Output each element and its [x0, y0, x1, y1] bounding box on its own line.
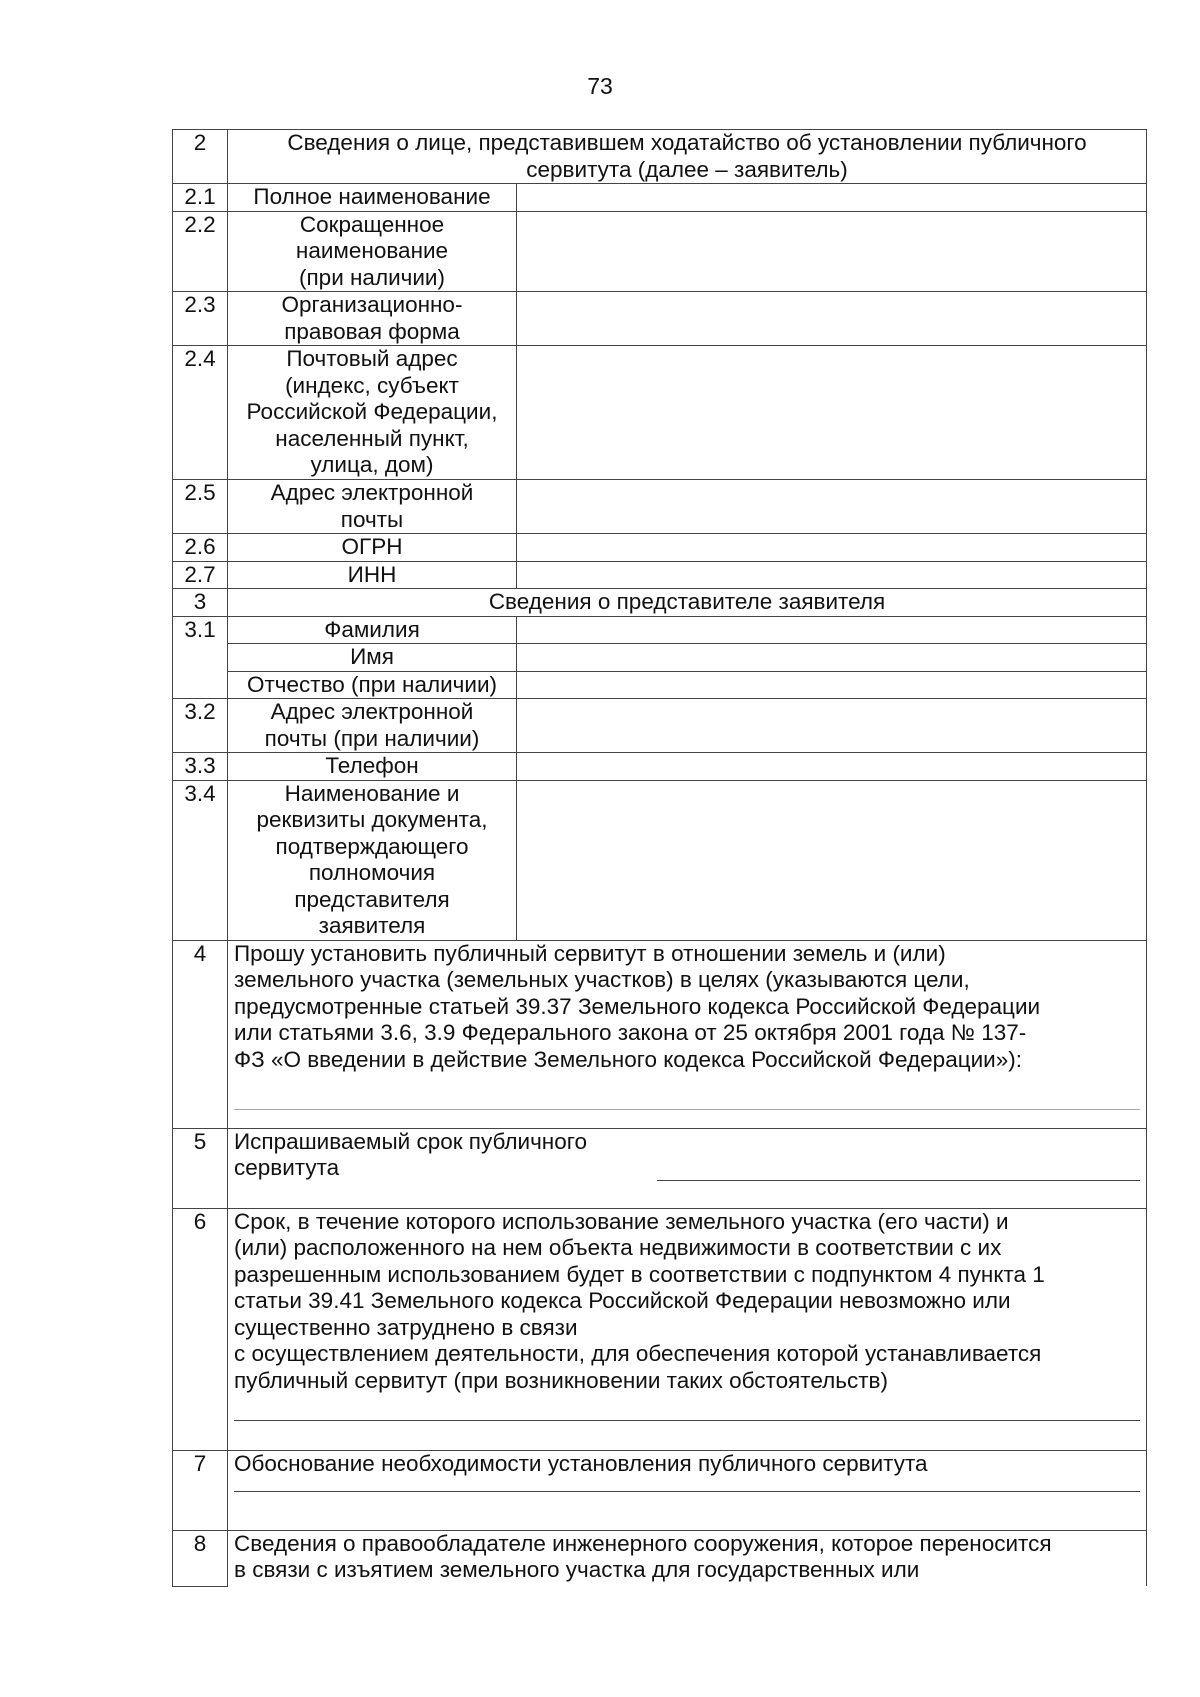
servitude-purpose-text: Прошу установить публичный сервитут в отношении земель и (или) земельного участка (земельных участков) в целях (указываются цели, предусмотренные статьей 39.37 Земельного кодекса Российской Федерации или статьями 3.6, 3.9 Федерального закона от 25 октября 2001 года № 137- ФЗ «О введении в действие Земельного кодекса Российской Федерации»): [234, 940, 1041, 1072]
section-title-representative: Сведения о представителе заявителя [228, 589, 1147, 617]
row-number: 2.6 [173, 534, 228, 562]
row-number: 2.1 [173, 184, 228, 212]
row-number: 2.7 [173, 561, 228, 589]
field-label-authority-document: Наименование и реквизиты документа, подтверждающего полномочия представителя заявителя [228, 780, 517, 940]
table-row [173, 1530, 1147, 1586]
table-row [173, 480, 1147, 534]
table-row [173, 561, 1147, 589]
table-row [173, 753, 1147, 781]
field-label-phone: Телефон [228, 753, 517, 781]
justification-fill-line[interactable] [234, 1477, 1140, 1492]
table-row [173, 1208, 1147, 1450]
field-label-full-name: Полное наименование [228, 184, 517, 212]
table-row [173, 534, 1147, 562]
usage-restriction-fill-line[interactable] [234, 1396, 1140, 1421]
row-number: 3.2 [173, 699, 228, 753]
page-number: 73 [587, 73, 613, 99]
table-row [173, 699, 1147, 753]
requested-term-fill-line[interactable] [657, 1154, 1140, 1181]
row-number: 8 [173, 1530, 228, 1586]
requested-term-text: Испрашиваемый срок публичного сервитута [234, 1128, 587, 1180]
field-value-patronymic[interactable] [517, 671, 1147, 699]
row-number: 5 [173, 1128, 228, 1208]
usage-restriction-cell [228, 1208, 1147, 1450]
table-row [173, 346, 1147, 480]
field-value-short-name[interactable] [517, 211, 1147, 292]
field-label-name: Имя [228, 644, 517, 672]
field-label-short-name: Сокращенное наименование (при наличии) [228, 211, 517, 292]
table-row [173, 292, 1147, 346]
owner-info-text: Сведения о правообладателе инженерного сооружения, которое переносится в связи с изъятием земельного участка для государственных или [228, 1530, 1147, 1586]
row-number: 3.1 [173, 616, 228, 699]
row-number: 4 [173, 940, 228, 1128]
field-value-email[interactable] [517, 480, 1147, 534]
table-row [173, 211, 1147, 292]
table-row [173, 589, 1147, 617]
table-row [173, 130, 1147, 184]
field-value-phone[interactable] [517, 753, 1147, 781]
usage-restriction-text: Срок, в течение которого использование земельного участка (его части) и (или) расположенного на нем объекта недвижимости в соответствии с их разрешенным использованием будет в соответствии с подпунктом 4 пункта 1 статьи 39.41 Земельного кодекса Российской Федерации невозможно или существенно затруднено в связи с осуществлением деятельности, для обеспечения которой устанавливается публичный сервитут (при возникновении таких обстоятельств) [234, 1208, 1045, 1393]
row-number: 3.3 [173, 753, 228, 781]
row-number: 2.2 [173, 211, 228, 292]
table-row [173, 780, 1147, 940]
row-number: 7 [173, 1450, 228, 1530]
field-label-email: Адрес электронной почты [228, 480, 517, 534]
row-number: 3 [173, 589, 228, 617]
field-value-ogrn[interactable] [517, 534, 1147, 562]
field-value-surname[interactable] [517, 616, 1147, 644]
servitude-purpose-cell [228, 940, 1147, 1128]
field-value-authority-document[interactable] [517, 780, 1147, 940]
justification-text: Обоснование необходимости установления публичного сервитута [234, 1450, 928, 1476]
field-value-postal-address[interactable] [517, 346, 1147, 480]
row-number: 2.3 [173, 292, 228, 346]
row-number: 2.5 [173, 480, 228, 534]
field-value-inn[interactable] [517, 561, 1147, 589]
field-value-name[interactable] [517, 644, 1147, 672]
row-number: 2 [173, 130, 228, 184]
field-value-rep-email[interactable] [517, 699, 1147, 753]
table-row [173, 616, 1147, 644]
section-title-applicant: Сведения о лице, представившем ходатайство об установлении публичного сервитута (далее – заявитель) [228, 130, 1147, 184]
field-value-full-name[interactable] [517, 184, 1147, 212]
field-label-legal-form: Организационно- правовая форма [228, 292, 517, 346]
table-row [173, 671, 1147, 699]
field-label-rep-email: Адрес электронной почты (при наличии) [228, 699, 517, 753]
servitude-purpose-fill-line[interactable] [234, 1083, 1140, 1110]
table-row [173, 1450, 1147, 1530]
table-row [173, 1128, 1147, 1208]
field-label-ogrn: ОГРН [228, 534, 517, 562]
table-row [173, 184, 1147, 212]
requested-term-cell [228, 1128, 1147, 1208]
field-label-postal-address: Почтовый адрес (индекс, субъект Российской Федерации, населенный пункт, улица, дом) [228, 346, 517, 480]
table-row [173, 644, 1147, 672]
row-number: 3.4 [173, 780, 228, 940]
field-label-inn: ИНН [228, 561, 517, 589]
field-label-patronymic: Отчество (при наличии) [228, 671, 517, 699]
row-number: 2.4 [173, 346, 228, 480]
table-row [173, 940, 1147, 1128]
application-form-table [172, 129, 1147, 1587]
field-value-legal-form[interactable] [517, 292, 1147, 346]
justification-cell [228, 1450, 1147, 1530]
row-number: 6 [173, 1208, 228, 1450]
field-label-surname: Фамилия [228, 616, 517, 644]
